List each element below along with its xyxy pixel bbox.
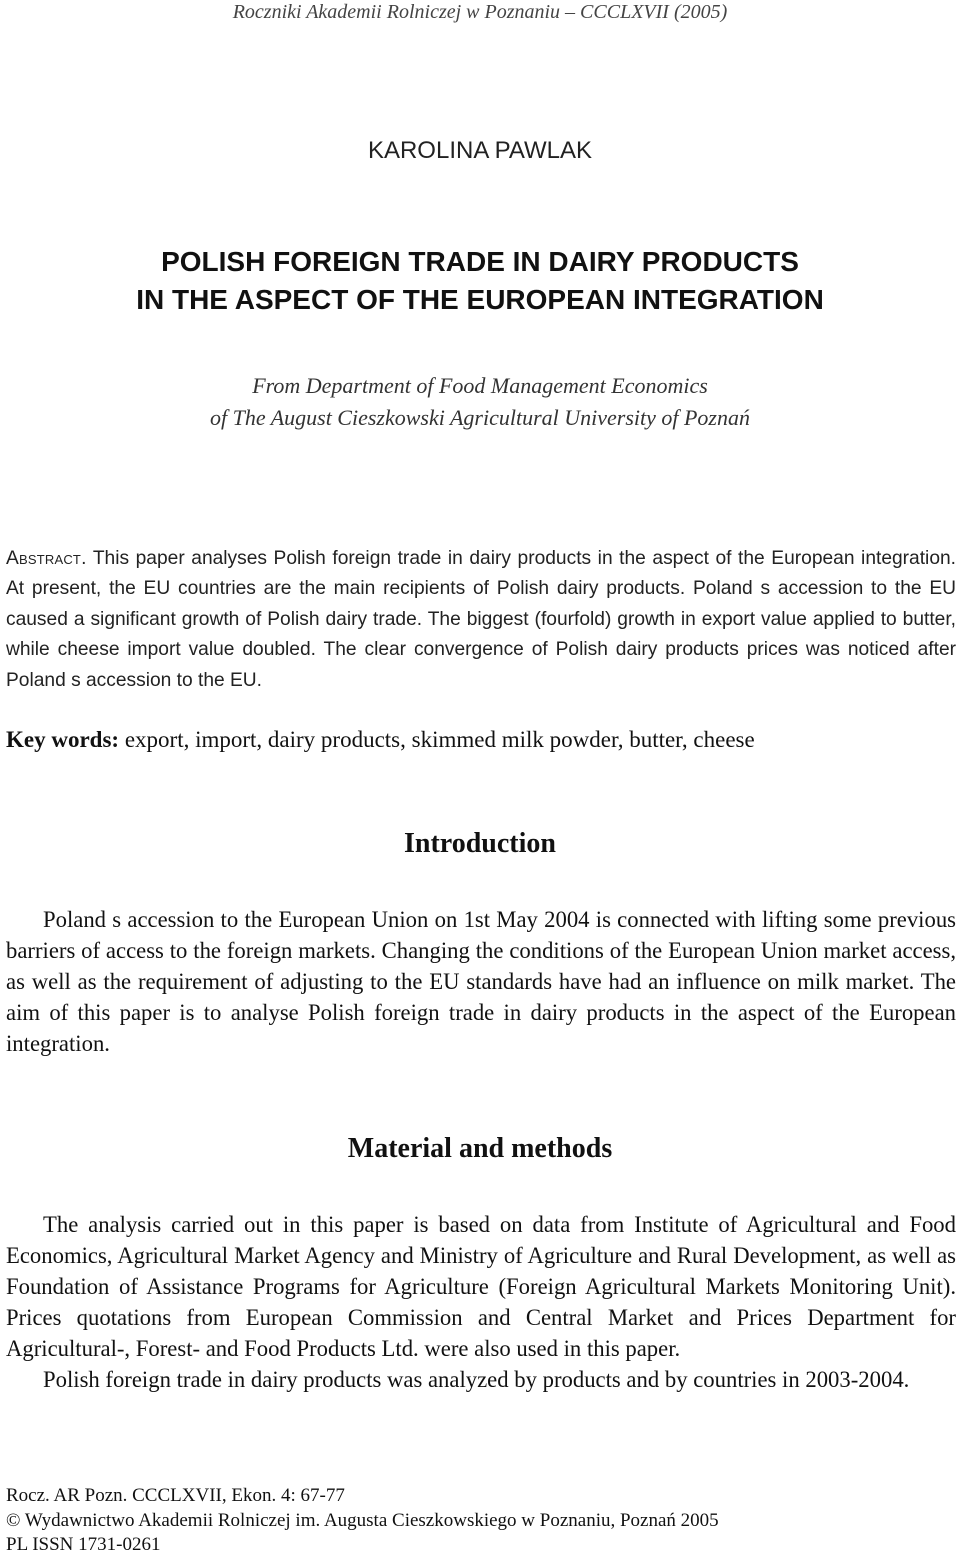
paragraph: Poland s accession to the European Union on 1st May 2004 is connected with lifting some previous barriers of access to the foreign markets. Changing the conditions of the European Union market access, as well as the requirement of adjusting to the EU standards have had an influence on milk market. The aim of this paper is to analyse Polish foreign trade in dairy products in the aspect of the European integration.	[6, 907, 956, 1056]
footer-publisher: © Wydawnictwo Akademii Rolniczej im. Augusta Cieszkowskiego w Poznaniu, Poznań 2005	[6, 1509, 719, 1531]
keywords-text: export, import, dairy products, skimmed milk powder, butter, cheese	[124, 727, 755, 752]
paper-title-line: IN THE ASPECT OF THE EUROPEAN INTEGRATION	[136, 284, 824, 315]
affiliation-line: From Department of Food Management Economics	[252, 373, 708, 398]
affiliation	[0, 370, 960, 434]
paper-title-line: POLISH FOREIGN TRADE IN DAIRY PRODUCTS	[161, 246, 799, 277]
paragraph: Polish foreign trade in dairy products was analyzed by products and by countries in 2003-2004.	[43, 1367, 910, 1392]
footer-issn: PL ISSN 1731-0261	[6, 1534, 161, 1555]
keywords	[6, 723, 956, 757]
footer-citation: Rocz. AR Pozn. CCCLXVII, Ekon. 4: 67-77	[6, 1485, 345, 1506]
methods-body	[6, 1209, 956, 1395]
abstract-label: Abstract.	[6, 548, 87, 569]
footer	[6, 1484, 956, 1558]
section-heading-introduction: Introduction	[404, 828, 556, 859]
abstract-text: This paper analyses Polish foreign trade in dairy products in the aspect of the European integration. At present, the EU countries are the main recipients of Polish dairy products. Poland s accession to the EU caused a significant growth of Polish dairy trade. The biggest (fourfold) growth in export value applied to butter, while cheese import value doubled. The clear convergence of Polish dairy products prices was noticed after Poland s accession to the EU.	[6, 548, 956, 691]
introduction-body	[6, 904, 956, 1059]
affiliation-line: of The August Cieszkowski Agricultural University of Poznań	[209, 405, 750, 430]
abstract	[6, 544, 956, 696]
author-name: KAROLINA PAWLAK	[367, 137, 593, 164]
keywords-label: Key words:	[6, 727, 120, 752]
section-heading-methods: Material and methods	[347, 1133, 613, 1164]
paragraph: The analysis carried out in this paper is based on data from Institute of Agricultural and Food Economics, Agricultural Market Agency and Ministry of Agriculture and Rural Development, as well as Foundation of Assistance Programs for Agriculture (Foreign Agricultural Markets Monitoring Unit). Prices quotations from European Commission and Central Market and Prices Department for Agricultural-, Forest- and Food Products Ltd. were also used in this paper.	[6, 1212, 956, 1361]
running-head: Roczniki Akademii Rolniczej w Poznaniu – CCCLXVII (2005)	[232, 1, 728, 23]
paper-title	[0, 243, 960, 319]
